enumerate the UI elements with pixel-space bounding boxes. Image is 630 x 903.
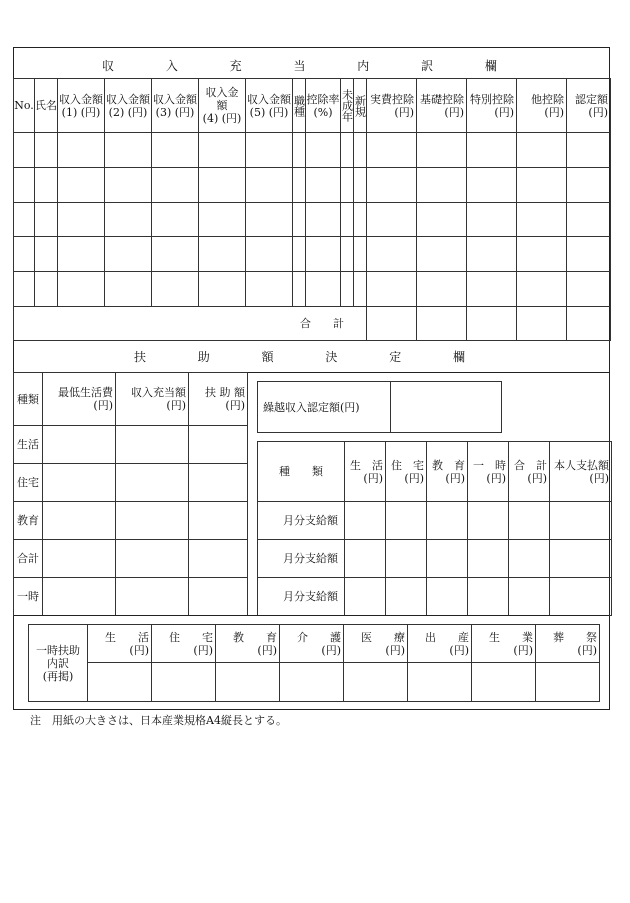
col-name: 氏名: [35, 79, 58, 133]
income-cell[interactable]: [517, 237, 567, 272]
assist-type-label: 一時: [14, 578, 43, 616]
temp-value-cell[interactable]: [216, 663, 280, 702]
temp-col-funeral: 葬 祭 (円): [536, 625, 600, 663]
total-cell[interactable]: [367, 306, 417, 340]
col-income-5: 収入金額 (5) (円): [246, 79, 293, 133]
temp-value-cell[interactable]: [408, 663, 472, 702]
assist-left-row: [14, 464, 248, 502]
income-cell[interactable]: [367, 272, 417, 307]
income-cell[interactable]: [367, 167, 417, 202]
divider: [14, 615, 609, 616]
col-type: 種類: [14, 373, 43, 426]
income-cell[interactable]: [306, 167, 341, 202]
col-income-1: 収入金額 (1) (円): [58, 79, 105, 133]
income-cell[interactable]: [58, 202, 105, 237]
assist-cell[interactable]: [116, 540, 189, 578]
assist-cell[interactable]: [550, 540, 612, 578]
col-education: 教 育 (円): [427, 442, 468, 502]
income-header-row: [14, 79, 611, 133]
income-cell[interactable]: [14, 237, 35, 272]
temp-col-nursing: 介 護 (円): [280, 625, 344, 663]
income-cell[interactable]: [105, 202, 152, 237]
income-cell[interactable]: [14, 167, 35, 202]
income-cell[interactable]: [517, 272, 567, 307]
assist-cell[interactable]: [116, 464, 189, 502]
income-cell[interactable]: [417, 202, 467, 237]
income-data-row: [14, 167, 611, 202]
assist-type-label: 合計: [14, 540, 43, 578]
temp-col-occupation: 生 業 (円): [472, 625, 536, 663]
income-cell[interactable]: [417, 133, 467, 168]
temp-value-cell[interactable]: [152, 663, 216, 702]
income-cell[interactable]: [306, 133, 341, 168]
income-cell[interactable]: [354, 133, 367, 168]
income-cell[interactable]: [246, 167, 293, 202]
col-kind: 種 類: [258, 442, 345, 502]
col-basic-deduction: 基礎控除 (円): [417, 79, 467, 133]
income-cell[interactable]: [14, 133, 35, 168]
income-cell[interactable]: [246, 133, 293, 168]
income-cell[interactable]: [152, 237, 199, 272]
assist-cell[interactable]: [116, 502, 189, 540]
income-cell[interactable]: [417, 272, 467, 307]
income-cell[interactable]: [341, 272, 354, 307]
income-cell[interactable]: [58, 167, 105, 202]
temp-value-cell[interactable]: [536, 663, 600, 702]
income-cell[interactable]: [246, 202, 293, 237]
assist-left-row: [14, 426, 248, 464]
income-cell[interactable]: [293, 237, 306, 272]
income-cell[interactable]: [293, 167, 306, 202]
assist-left-row: [14, 578, 248, 616]
income-cell[interactable]: [105, 237, 152, 272]
income-cell[interactable]: [306, 272, 341, 307]
income-cell[interactable]: [467, 237, 517, 272]
income-cell[interactable]: [293, 133, 306, 168]
assist-right-row: [258, 502, 612, 540]
income-cell[interactable]: [341, 167, 354, 202]
temp-col-medical: 医 療 (円): [344, 625, 408, 663]
assist-type-label: 住宅: [14, 464, 43, 502]
col-assist-amount: 扶 助 額 (円): [189, 373, 248, 426]
assist-cell[interactable]: [509, 540, 550, 578]
assist-cell[interactable]: [386, 578, 427, 616]
form-frame: [13, 47, 610, 710]
assist-cell[interactable]: [116, 426, 189, 464]
income-cell[interactable]: [417, 237, 467, 272]
income-cell[interactable]: [152, 272, 199, 307]
income-cell[interactable]: [517, 167, 567, 202]
income-data-row: [14, 237, 611, 272]
income-cell[interactable]: [293, 202, 306, 237]
income-cell[interactable]: [199, 237, 246, 272]
col-occupation: 職種: [293, 79, 306, 133]
income-cell[interactable]: [567, 133, 611, 168]
income-cell[interactable]: [417, 167, 467, 202]
assist-cell[interactable]: [43, 578, 116, 616]
temp-breakdown-label: 一時扶助 内訳 (再掲): [29, 625, 88, 702]
assist-left-row: [14, 502, 248, 540]
assist-cell[interactable]: [427, 502, 468, 540]
assist-cell[interactable]: [43, 540, 116, 578]
income-cell[interactable]: [35, 237, 58, 272]
income-cell[interactable]: [199, 133, 246, 168]
col-temporary: 一 時 (円): [468, 442, 509, 502]
income-cell[interactable]: [152, 167, 199, 202]
assist-right-row: [258, 540, 612, 578]
income-cell[interactable]: [341, 133, 354, 168]
assist-cell[interactable]: [345, 578, 386, 616]
col-income-2: 収入金額 (2) (円): [105, 79, 152, 133]
income-cell[interactable]: [341, 202, 354, 237]
col-total: 合 計 (円): [509, 442, 550, 502]
assist-right-header-row: [258, 442, 612, 502]
income-cell[interactable]: [341, 237, 354, 272]
income-cell[interactable]: [58, 272, 105, 307]
assist-left-row: [14, 540, 248, 578]
temp-breakdown-table: [28, 624, 600, 702]
total-cell[interactable]: [517, 306, 567, 340]
income-cell[interactable]: [517, 133, 567, 168]
assist-cell[interactable]: [345, 502, 386, 540]
income-cell[interactable]: [467, 272, 517, 307]
income-cell[interactable]: [58, 133, 105, 168]
income-cell[interactable]: [35, 133, 58, 168]
income-cell[interactable]: [199, 167, 246, 202]
income-cell[interactable]: [105, 272, 152, 307]
income-cell[interactable]: [199, 202, 246, 237]
col-self-payment: 本人支払額 (円): [550, 442, 612, 502]
temp-value-cell[interactable]: [88, 663, 152, 702]
temp-value-cell[interactable]: [472, 663, 536, 702]
col-approved-amount: 認定額 (円): [567, 79, 611, 133]
assist-cell[interactable]: [427, 540, 468, 578]
income-cell[interactable]: [567, 202, 611, 237]
temp-value-cell[interactable]: [280, 663, 344, 702]
temp-col-education: 教 育 (円): [216, 625, 280, 663]
income-cell[interactable]: [35, 272, 58, 307]
assist-cell[interactable]: [386, 502, 427, 540]
col-income-3: 収入金額 (3) (円): [152, 79, 199, 133]
assist-cell[interactable]: [345, 540, 386, 578]
income-cell[interactable]: [354, 272, 367, 307]
col-min-living-cost: 最低生活費 (円): [43, 373, 116, 426]
income-cell[interactable]: [105, 133, 152, 168]
income-cell[interactable]: [152, 133, 199, 168]
total-cell[interactable]: [467, 306, 517, 340]
assist-cell[interactable]: [509, 578, 550, 616]
monthly-payment-label: 月分支給額: [258, 578, 345, 616]
income-cell[interactable]: [367, 237, 417, 272]
income-cell[interactable]: [467, 133, 517, 168]
income-cell[interactable]: [367, 202, 417, 237]
income-table: [13, 78, 611, 341]
assist-cell[interactable]: [468, 502, 509, 540]
assist-cell[interactable]: [116, 578, 189, 616]
temp-value-cell[interactable]: [344, 663, 408, 702]
assist-type-label: 教育: [14, 502, 43, 540]
assist-right-table: [257, 441, 612, 616]
col-income-4: 収入金 額 (4) (円): [199, 79, 246, 133]
assist-type-label: 生活: [14, 426, 43, 464]
income-cell[interactable]: [467, 202, 517, 237]
col-minor: 未成年: [341, 79, 354, 133]
income-cell[interactable]: [246, 272, 293, 307]
col-other-deduction: 他控除 (円): [517, 79, 567, 133]
assist-cell[interactable]: [189, 502, 248, 540]
assist-section-title: 扶 助 額 決 定 欄: [133, 350, 490, 364]
income-section-title: 収 入 充 当 内 訳 欄: [102, 59, 521, 73]
income-cell[interactable]: [517, 202, 567, 237]
temp-col-housing: 住 宅 (円): [152, 625, 216, 663]
assist-cell[interactable]: [189, 578, 248, 616]
total-cell[interactable]: [417, 306, 467, 340]
income-cell[interactable]: [367, 133, 417, 168]
assist-left-table: [13, 372, 248, 616]
assist-cell[interactable]: [550, 502, 612, 540]
total-label: 合 計: [14, 306, 367, 340]
income-cell[interactable]: [354, 167, 367, 202]
col-living: 生 活 (円): [345, 442, 386, 502]
total-cell[interactable]: [567, 306, 611, 340]
monthly-payment-label: 月分支給額: [258, 502, 345, 540]
assist-cell[interactable]: [43, 464, 116, 502]
col-actual-deduction: 実費控除 (円): [367, 79, 417, 133]
carryover-table: [257, 381, 502, 433]
temp-col-childbirth: 出 産 (円): [408, 625, 472, 663]
income-cell[interactable]: [567, 167, 611, 202]
assist-cell[interactable]: [43, 426, 116, 464]
income-cell[interactable]: [14, 202, 35, 237]
income-cell[interactable]: [567, 272, 611, 307]
income-cell[interactable]: [354, 237, 367, 272]
income-cell[interactable]: [567, 237, 611, 272]
income-cell[interactable]: [467, 167, 517, 202]
assist-cell[interactable]: [189, 464, 248, 502]
col-special-deduction: 特別控除 (円): [467, 79, 517, 133]
assist-cell[interactable]: [386, 540, 427, 578]
assist-right-row: [258, 578, 612, 616]
assist-cell[interactable]: [189, 426, 248, 464]
assist-left-header-row: [14, 373, 248, 426]
income-cell[interactable]: [306, 202, 341, 237]
income-cell[interactable]: [152, 202, 199, 237]
carryover-label: 繰越収入認定額(円): [258, 382, 391, 433]
income-cell[interactable]: [306, 237, 341, 272]
monthly-payment-label: 月分支給額: [258, 540, 345, 578]
assist-cell[interactable]: [189, 540, 248, 578]
assist-cell[interactable]: [550, 578, 612, 616]
income-cell[interactable]: [105, 167, 152, 202]
income-cell[interactable]: [14, 272, 35, 307]
income-cell[interactable]: [354, 202, 367, 237]
assist-cell[interactable]: [468, 540, 509, 578]
carryover-value[interactable]: [391, 382, 502, 433]
income-total-row: [14, 306, 611, 340]
income-data-row: [14, 272, 611, 307]
income-data-row: [14, 133, 611, 168]
footnote: 注 用紙の大きさは、日本産業規格A4縦長とする。: [30, 714, 287, 727]
assist-cell[interactable]: [427, 578, 468, 616]
col-deduction-rate: 控除率 (%): [306, 79, 341, 133]
assist-cell[interactable]: [468, 578, 509, 616]
assist-cell[interactable]: [509, 502, 550, 540]
income-cell[interactable]: [35, 202, 58, 237]
income-cell[interactable]: [246, 237, 293, 272]
col-income-applied: 収入充当額 (円): [116, 373, 189, 426]
col-new: 新規: [354, 79, 367, 133]
income-cell[interactable]: [58, 237, 105, 272]
income-cell[interactable]: [199, 272, 246, 307]
income-cell[interactable]: [35, 167, 58, 202]
assist-cell[interactable]: [43, 502, 116, 540]
col-housing: 住 宅 (円): [386, 442, 427, 502]
income-data-row: [14, 202, 611, 237]
income-cell[interactable]: [293, 272, 306, 307]
temp-col-living: 生 活 (円): [88, 625, 152, 663]
col-no: No.: [14, 79, 35, 133]
